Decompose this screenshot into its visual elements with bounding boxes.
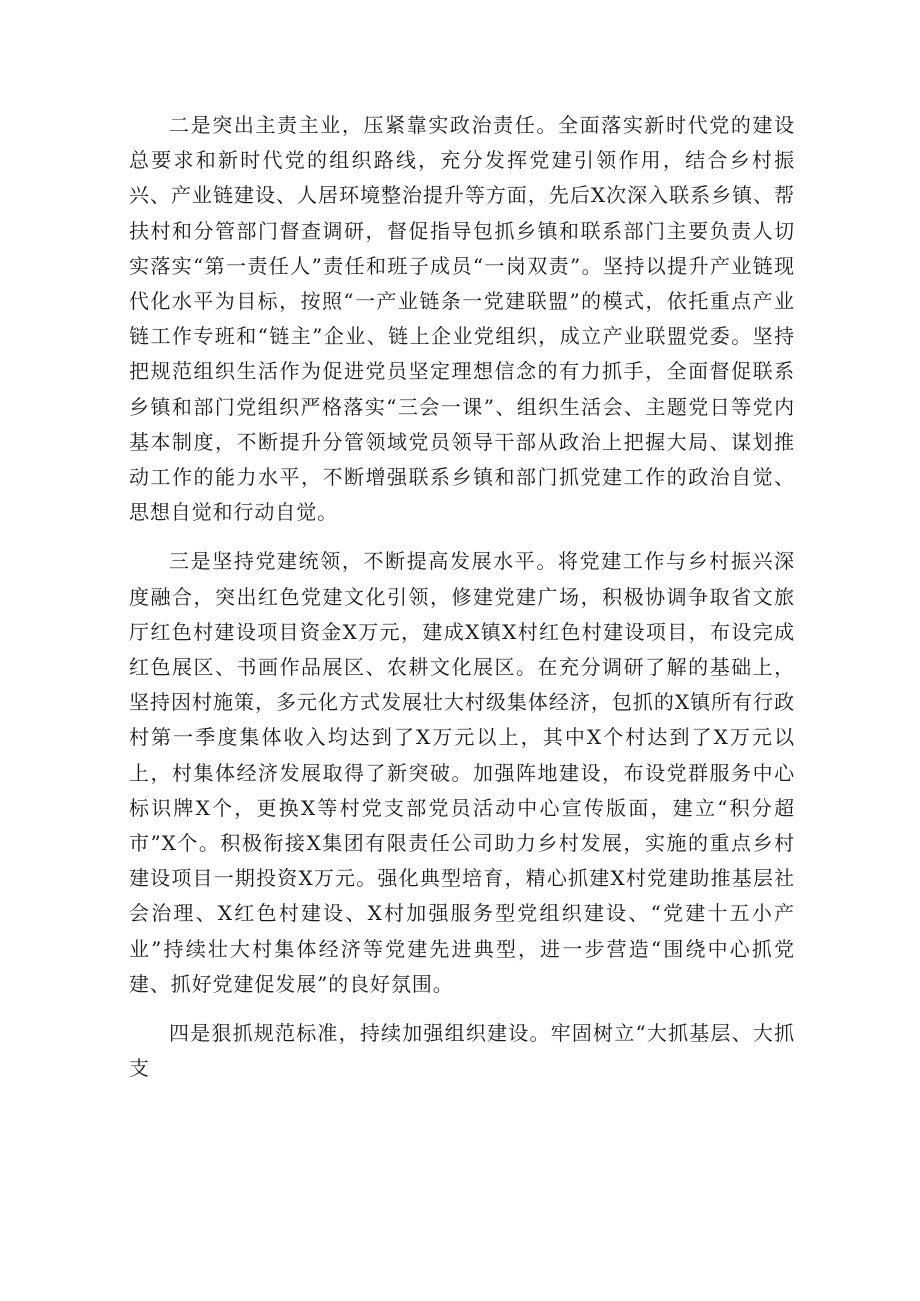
paragraph-2-political-responsibility: 二是突出主责主业，压紧靠实政治责任。全面落实新时代党的建设总要求和新时代党的组织路线，充分发挥党建引领作用，结合乡村振兴、产业链建设、人居环境整治提升等方面，先后X次深入联系乡镇、帮扶村和分管部门督查调研，督促指导包抓乡镇和联系部门主要负责人切实落实“第一责任人”责任和班子成员“一岗双责”。坚持以提升产业链现代化水平为目标，按照“一产业链条一党建联盟”的模式，依托重点产业链工作专班和“链主”企业、链上企业党组织，成立产业联盟党委。坚持把规范组织生活作为促进党员坚定理想信念的有力抓手，全面督促联系乡镇和部门党组织严格落实“三会一课”、组织生活会、主题党日等党内基本制度，不断提升分管领域党员领导干部从政治上把握大局、谋划推动工作的能力水平，不断增强联系乡镇和部门抓党建工作的政治自觉、思想自觉和行动自觉。 [129,113,795,525]
paragraph-4-organization-building: 四是狠抓规范标准，持续加强组织建设。牢固树立“大抓基层、大抓支 [129,1021,795,1081]
document-body [129,108,795,1100]
paragraph-3-development-level: 三是坚持党建统领，不断提高发展水平。将党建工作与乡村振兴深度融合，突出红色党建文化引领，修建党建广场，积极协调争取省文旅厅红色村建设项目资金X万元，建成X镇X村红色村建设项目，布设完成红色展区、书画作品展区、农耕文化展区。在充分调研了解的基础上，坚持因村施策，多元化方式发展壮大村级集体经济，包抓的X镇所有行政村第一季度集体收入均达到了X万元以上，其中X个村达到了X万元以上，村集体经济发展取得了新突破。加强阵地建设，布设党群服务中心标识牌X个，更换X等村党支部党员活动中心宣传版面，建立“积分超市”X个。积极衔接X集团有限责任公司助力乡村发展，实施的重点乡村建设项目一期投资X万元。强化典型培育，精心抓建X村党建助推基层社会治理、X红色村建设、X村加强服务型党组织建设、“党建十五小产业”持续壮大村集体经济等党建先进典型，进一步营造“围绕中心抓党建、抓好党建促发展”的良好氛围。 [129,549,795,996]
